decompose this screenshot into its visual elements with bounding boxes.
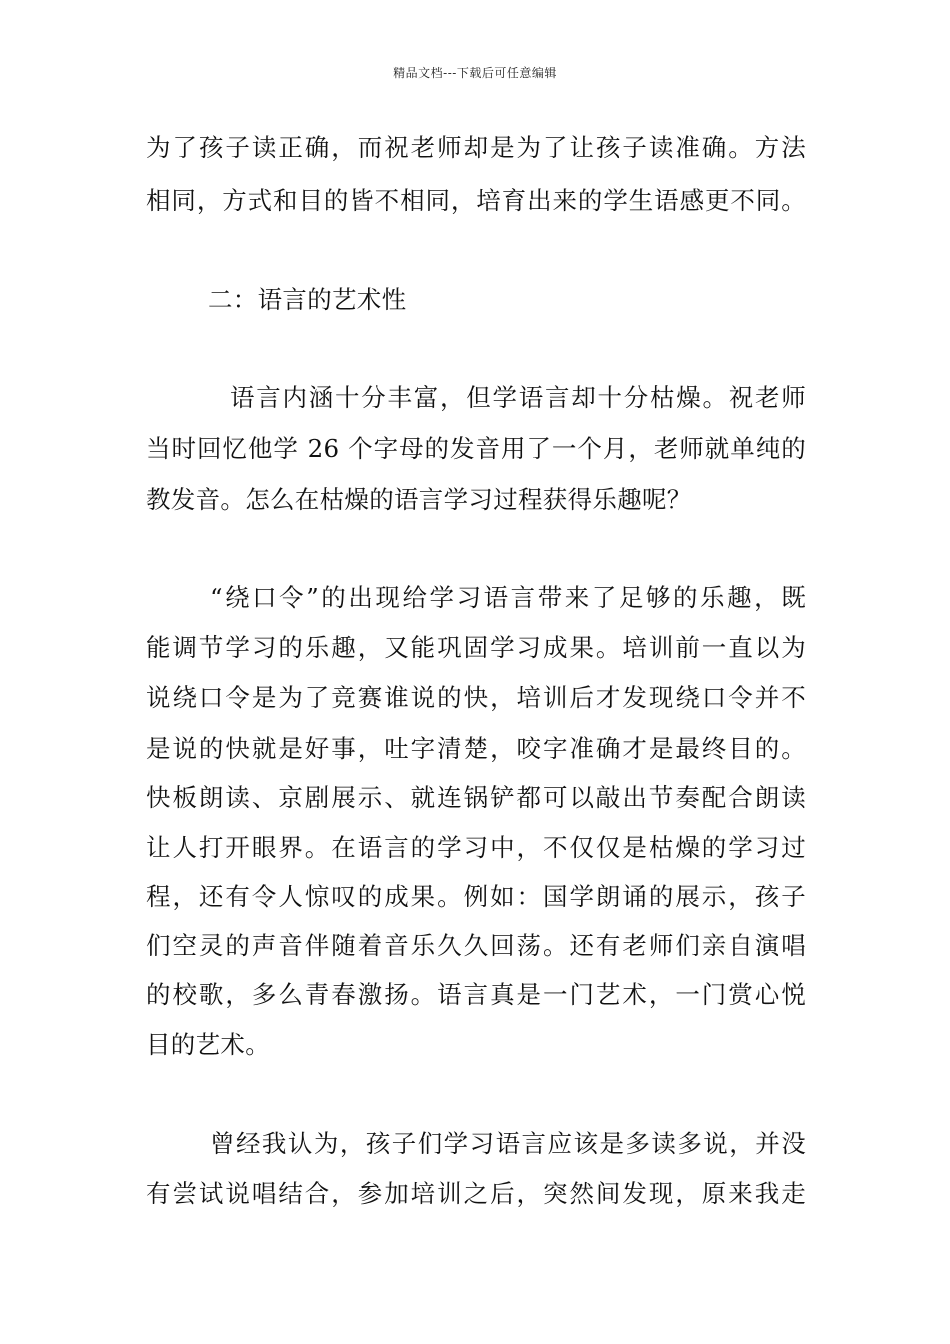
body-line: 目的艺术。 <box>146 1030 270 1059</box>
body-line: 的校歌，多么青春激扬。语言真是一门艺术，一门赏心悦 <box>146 980 806 1009</box>
body-line: 快板朗读、京剧展示、就连锅铲都可以敲出节奏配合朗读 <box>146 783 806 812</box>
body-line: 让人打开眼界。在语言的学习中，不仅仅是枯燥的学习过 <box>146 833 806 862</box>
body-line: 程，还有令人惊叹的成果。例如：国学朗诵的展示，孩子 <box>146 882 806 911</box>
body-line: 有尝试说唱结合，参加培训之后，突然间发现，原来我走 <box>146 1179 806 1208</box>
body-line: 为了孩子读正确，而祝老师却是为了让孩子读准确。方法 <box>146 133 806 162</box>
section-heading: 二：语言的艺术性 <box>208 285 407 314</box>
body-line: 们空灵的声音伴随着音乐久久回荡。还有老师们亲自演唱 <box>146 931 806 960</box>
body-line: 当时回忆他学 26 个字母的发音用了一个月，老师就单纯的 <box>146 434 806 463</box>
body-line: 说绕口令是为了竞赛谁说的快，培训后才发现绕口令并不 <box>146 683 806 712</box>
body-line: 相同，方式和目的皆不相同，培育出来的学生语感更不同。 <box>146 186 806 215</box>
body-line: 能调节学习的乐趣，又能巩固学习成果。培训前一直以为 <box>146 633 806 662</box>
body-line: “绕口令”的出现给学习语言带来了足够的乐趣，既 <box>210 583 806 612</box>
body-line: 教发音。怎么在枯燥的语言学习过程获得乐趣呢？ <box>146 485 692 514</box>
body-line: 语言内涵十分丰富，但学语言却十分枯燥。祝老师 <box>230 383 806 412</box>
body-line: 曾经我认为，孩子们学习语言应该是多读多说，并没 <box>210 1129 806 1158</box>
body-line: 是说的快就是好事，吐字清楚，咬字准确才是最终目的。 <box>146 734 806 763</box>
page-header: 精品文档---下载后可任意编辑 <box>393 66 557 80</box>
